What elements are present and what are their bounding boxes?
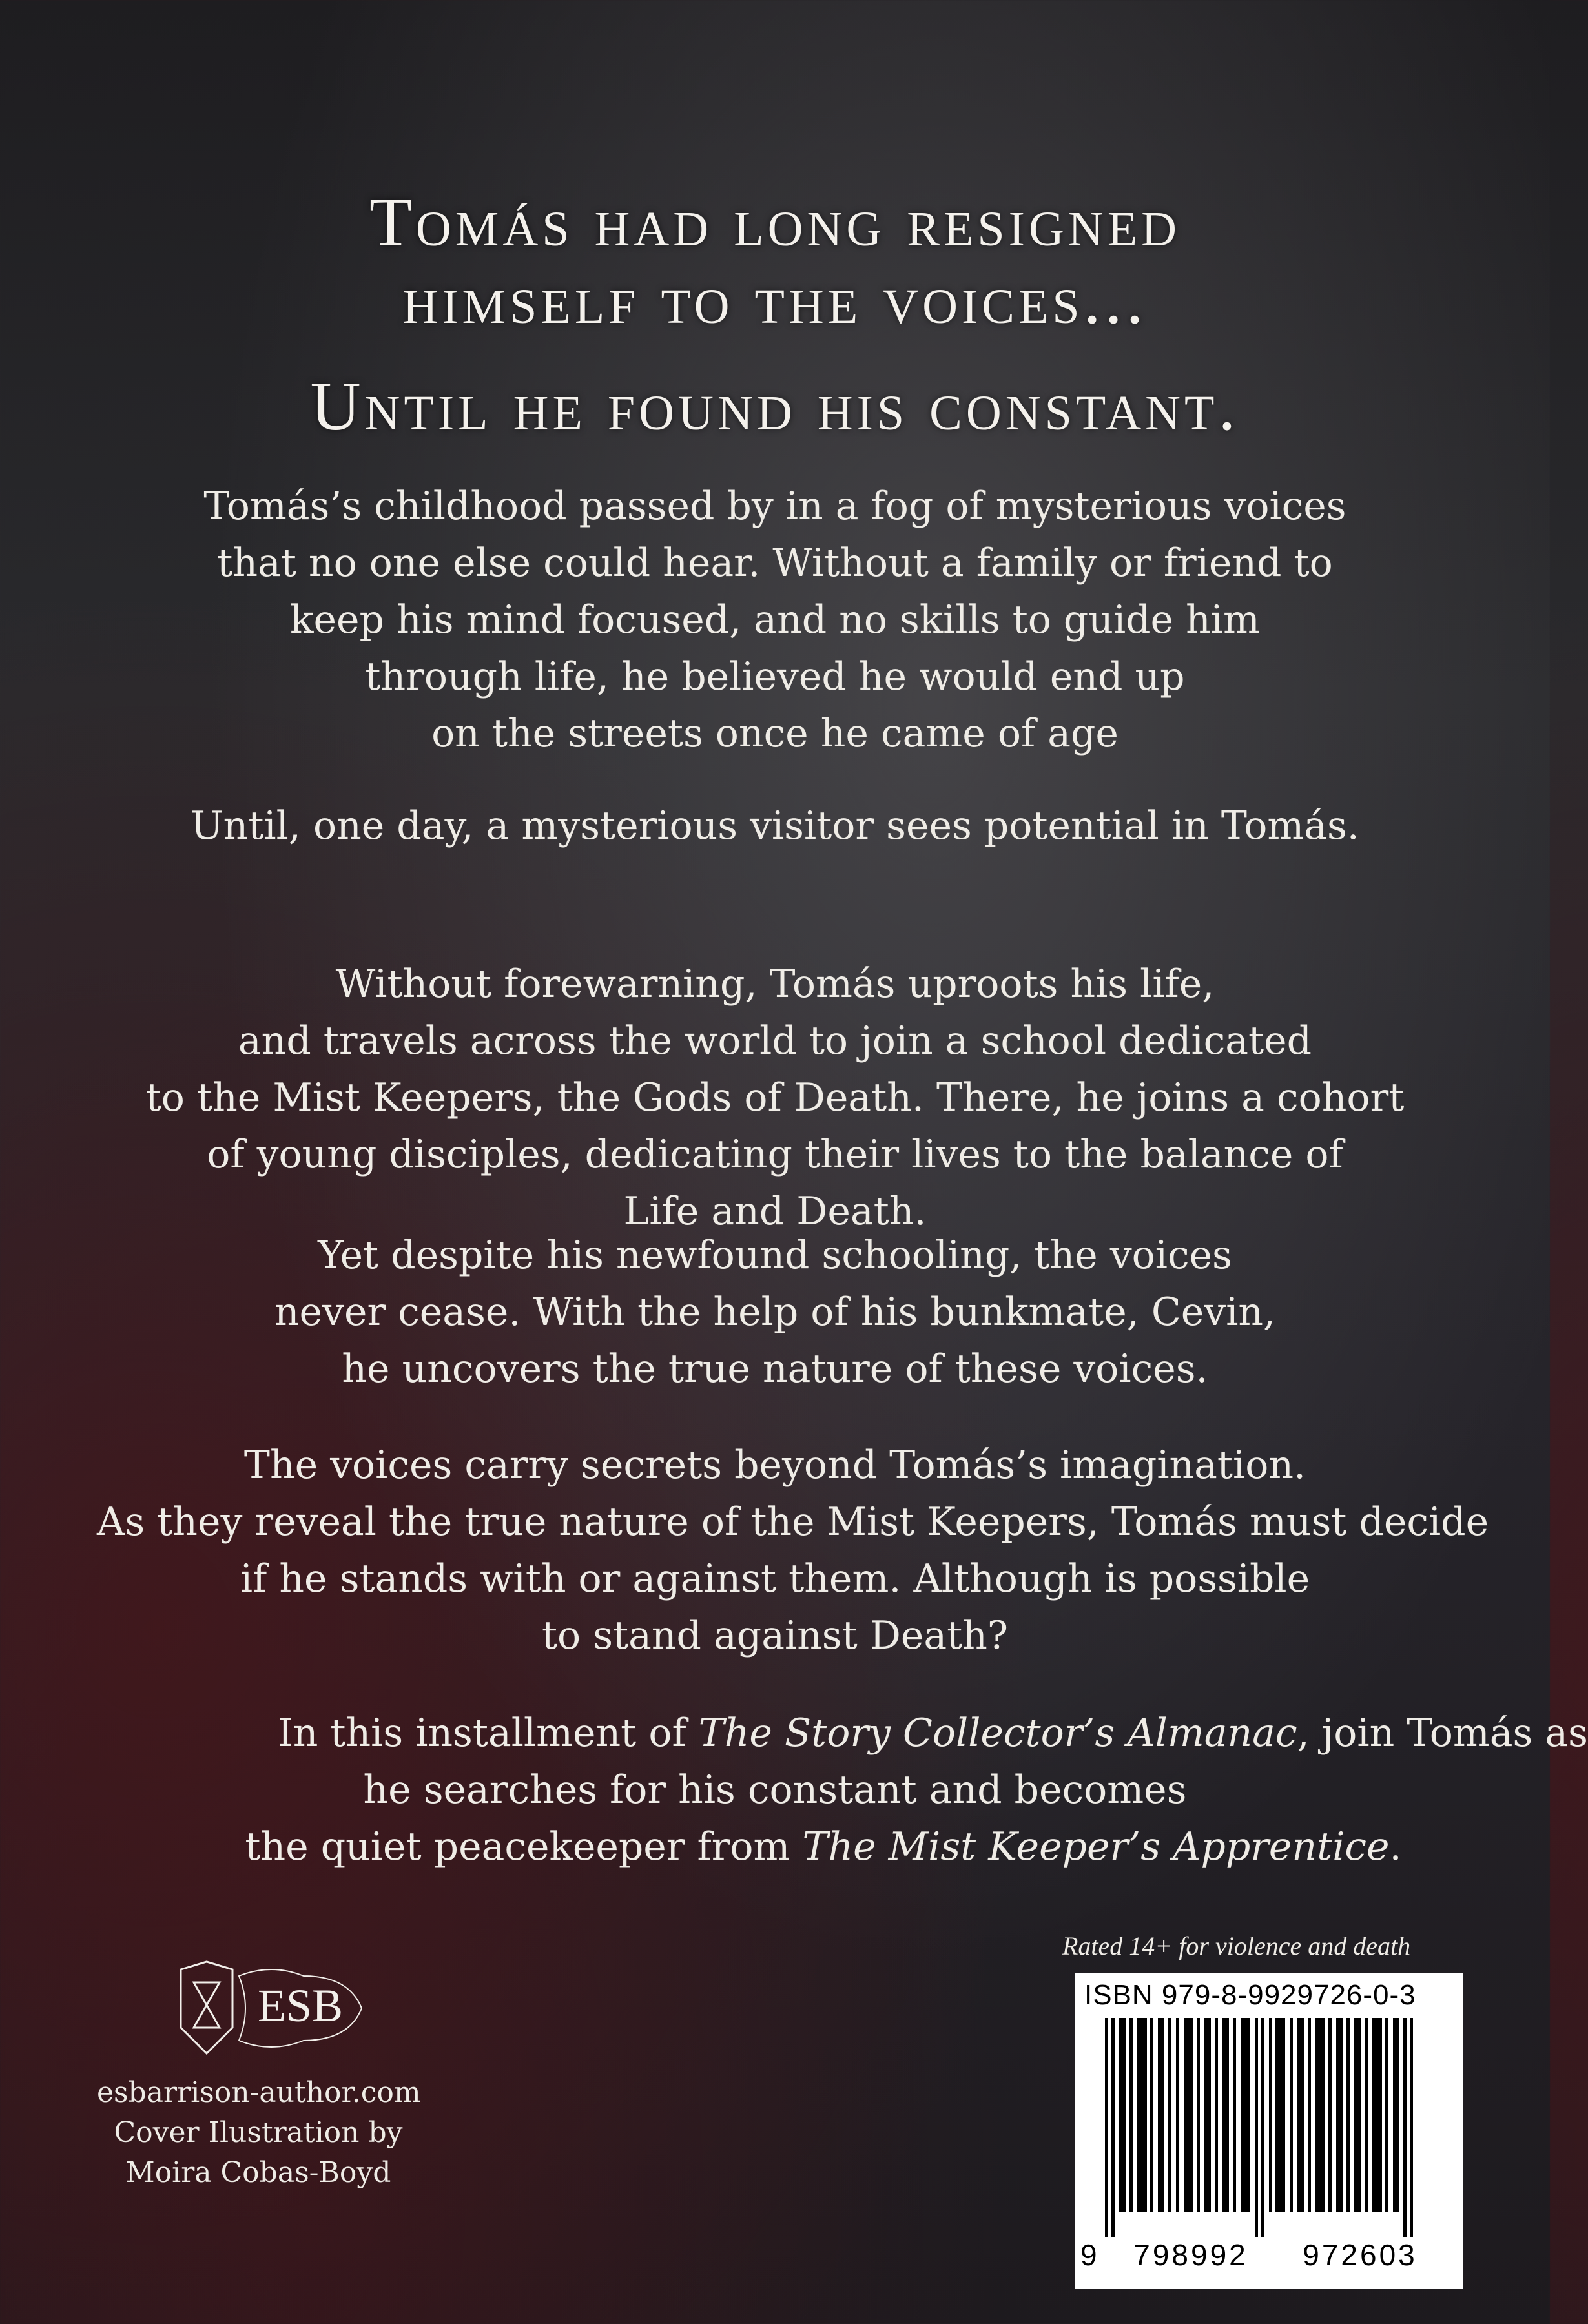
- barcode-bars: [1082, 2018, 1456, 2237]
- closing-line-3-post: .: [1389, 1824, 1402, 1869]
- paragraph-line: through life, he believed he would end up: [365, 654, 1185, 699]
- paragraph-line: to the Mist Keepers, the Gods of Death. There, he joins a cohort: [145, 1075, 1405, 1120]
- closing-line-1-pre: In this installment of: [278, 1711, 699, 1756]
- paragraph-line: never cease. With the help of his bunkmate, Cevin,: [274, 1290, 1276, 1335]
- headline-line-2: himself to the voices...: [402, 262, 1148, 338]
- paragraph-voices: [97, 1227, 1453, 1397]
- paragraph-line: As they reveal the true nature of the Mist Keepers, Tomás must decide: [97, 1499, 1489, 1545]
- paragraph-line: Without forewarning, Tomás uproots his life,: [335, 961, 1215, 1007]
- series-title: The Story Collector’s Almanac: [698, 1711, 1297, 1756]
- paragraph-childhood: [97, 478, 1453, 762]
- paragraph-line: to stand against Death?: [541, 1613, 1009, 1658]
- paragraph-line: Tomás’s childhood passed by in a fog of mysterious voices: [203, 484, 1346, 529]
- publisher-logo: [155, 1957, 387, 2060]
- paragraph-line: on the streets once he came of age: [431, 711, 1119, 756]
- barcode-panel: [1075, 1973, 1463, 2289]
- closing-line-1: [97, 1705, 1588, 1762]
- paragraph-line: if he stands with or against them. Although is possible: [240, 1556, 1310, 1601]
- paragraph-line: he uncovers the true nature of these voices.: [342, 1346, 1208, 1392]
- paragraph-line: that no one else could hear. Without a family or friend to: [217, 540, 1333, 586]
- headline-tagline: Until he found his constant.: [310, 368, 1240, 445]
- paragraph-line: of young disciples, dedicating their lives to the balance of: [207, 1132, 1343, 1177]
- barcode-lead-digit: 9: [1080, 2238, 1097, 2272]
- closing-line-2: he searches for his constant and becomes: [363, 1767, 1187, 1813]
- age-rating: Rated 14+ for violence and death: [1062, 1931, 1411, 1960]
- paragraph-closing: [97, 1705, 1588, 1875]
- headline-top: [0, 184, 1550, 339]
- closing-line-3: [97, 1818, 1453, 1875]
- barcode-digits: [1075, 2237, 1463, 2272]
- credit-line-1: Cover Ilustration by: [114, 2116, 403, 2149]
- isbn-label: ISBN 979-8-9929726-0-3: [1084, 1979, 1416, 2011]
- closing-line-1-post: , join Tomás as: [1297, 1711, 1588, 1756]
- paragraph-line: Until, one day, a mysterious visitor sees potential in Tomás.: [191, 803, 1359, 848]
- credit-line-2: Moira Cobas-Boyd: [125, 2156, 391, 2189]
- headline-line-1: Tomás had long resigned: [369, 184, 1181, 261]
- paragraph-line: Yet despite his newfound schooling, the voices: [318, 1233, 1232, 1278]
- logo-letters: ESB: [257, 1980, 344, 2031]
- paragraph-line: Life and Death.: [623, 1189, 927, 1234]
- barcode-digit-group-2: 972603: [1303, 2238, 1418, 2272]
- paragraph-secrets: [97, 1437, 1489, 1664]
- paragraph-line: The voices carry secrets beyond Tomás’s imagination.: [243, 1443, 1306, 1488]
- paragraph-visitor: [97, 797, 1453, 854]
- publisher-credits: [97, 2073, 420, 2193]
- closing-line-3-pre: the quiet peacekeeper from: [245, 1824, 803, 1869]
- book-title: The Mist Keeper’s Apprentice: [802, 1824, 1390, 1869]
- paragraph-school: [97, 956, 1453, 1240]
- paragraph-line: keep his mind focused, and no skills to guide him: [290, 597, 1260, 643]
- paragraph-line: and travels across the world to join a school dedicated: [238, 1018, 1312, 1064]
- website-link[interactable]: esbarrison-author.com: [97, 2076, 421, 2109]
- barcode-digit-group-1: 798992: [1133, 2238, 1248, 2272]
